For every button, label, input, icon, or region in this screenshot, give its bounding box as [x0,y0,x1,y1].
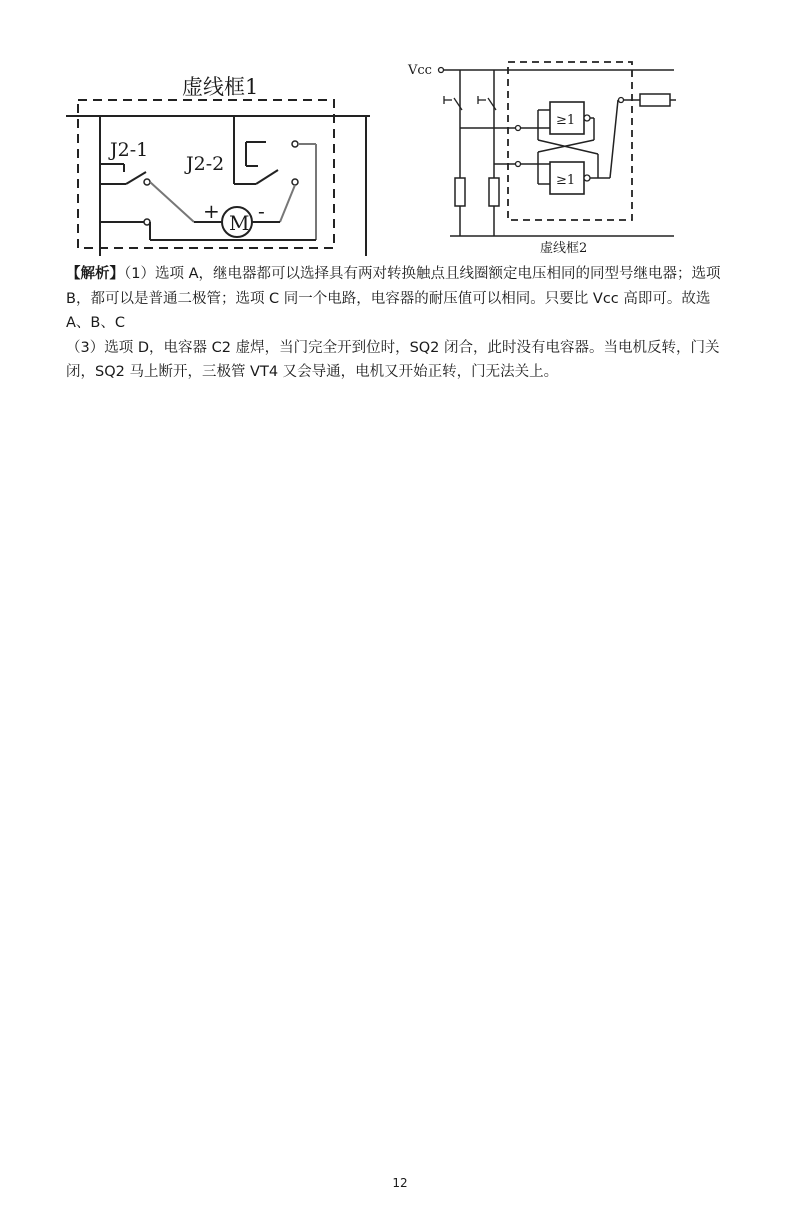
analysis-paragraph-1 [66,262,738,336]
motor-minus-label: - [258,199,265,223]
latch-diagram [404,54,680,256]
circuit-figure-left [66,72,370,256]
analysis-paragraph-2: （3）选项 D，电容器 C2 虚焊，当门完全开到位时，SQ2 闭合，此时没有电容器。当电机反转，门关闭，SQ2 马上断开，三极管 VT4 又会导通，电机又开始正转，门无法关上。 [66,339,720,380]
gate-top-label: ≥1 [556,113,576,128]
analysis-section [66,262,738,385]
analysis-tag: 【解析】 [66,266,124,282]
motor-plus-label: + [203,199,220,223]
motor-label: M [229,211,250,235]
circuit-figure-right [404,54,680,256]
vcc-label: Vcc [408,63,432,78]
analysis-paragraph-1-text: （1）选项 A，继电器都可以选择具有两对转换触点且线圈额定电压相同的同型号继电器；选项 B，都可以是普通二极管；选项 C 同一个电路，电容器的耐压值可以相同。只要比 Vcc 高即可。故选 A、B、C [66,266,721,331]
frame-2-label: 虚线框2 [540,241,588,256]
relay-contact-j2-2-label: J2-2 [186,153,225,175]
frame-1-label: 虚线框1 [182,75,259,99]
gate-bottom-label: ≥1 [556,173,576,188]
relay-contact-j2-1-label: J2-1 [110,139,149,161]
relay-motor-diagram [66,72,370,256]
page-number: 12 [392,1176,408,1190]
